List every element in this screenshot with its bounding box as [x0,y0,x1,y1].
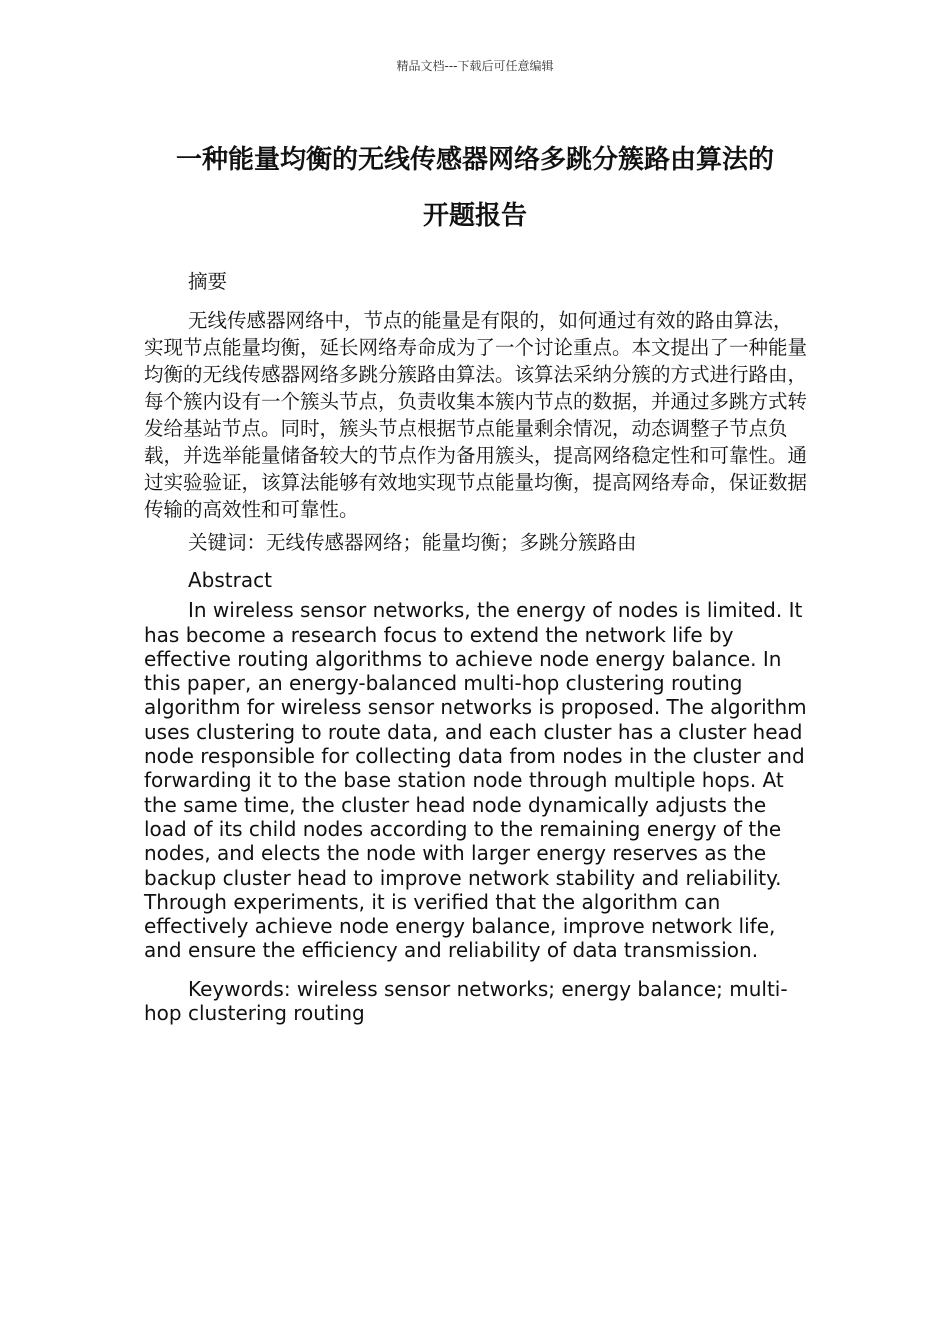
abstract-cn-body: 无线传感器网络中，节点的能量是有限的，如何通过有效的路由算法，实现节点能量均衡，延长网络寿命成为了一个讨论重点。本文提出了一种能量均衡的无线传感器网络多跳分簇路由算法。该算法采纳分簇的方式进行路由，每个簇内设有一个簇头节点，负责收集本簇内节点的数据，并通过多跳方式转发给基站节点。同时，簇头节点根据节点能量剩余情况，动态调整子节点负载，并选举能量储备较大的节点作为备用簇头，提高网络稳定性和可靠性。通过实验验证，该算法能够有效地实现节点能量均衡，提高网络寿命，保证数据传输的高效性和可靠性。 [144,309,808,521]
abstract-en-body: In wireless sensor networks, the energy of nodes is limited. It has become a research focus to extend the network life by effective routing algorithms to achieve node energy balance. In this paper, an energy-balanced multi-hop clustering routing algorithm for wireless sensor networks is proposed. The algorithm uses clustering to route data, and each cluster has a cluster head node responsible for collecting data from nodes in the cluster and forwarding it to the base station node through multiple hops. At the same time, the cluster head node dynamically adjusts the load of its child nodes according to the remaining energy of the nodes, and elects the node with larger energy reserves as the backup cluster head to improve network stability and reliability. Through experiments, it is verified that the algorithm can effectively achieve node energy balance, improve network life, and ensure the efficiency and reliability of data transmission. [144,598,807,963]
title-line-1: 一种能量均衡的无线传感器网络多跳分簇路由算法的 [175,145,774,175]
keywords-cn: 关键词：无线传感器网络；能量均衡；多跳分簇路由 [188,531,637,554]
keywords-en: Keywords: wireless sensor networks; energy balance; multi-hop clustering routing [144,976,788,1026]
header-watermark: 精品文档---下载后可任意编辑 [396,59,554,73]
document-title [120,132,830,244]
document-body [144,268,808,1025]
title-line-2: 开题报告 [422,201,527,231]
abstract-cn-heading: 摘要 [188,270,228,293]
abstract-en-heading: Abstract [188,568,272,592]
